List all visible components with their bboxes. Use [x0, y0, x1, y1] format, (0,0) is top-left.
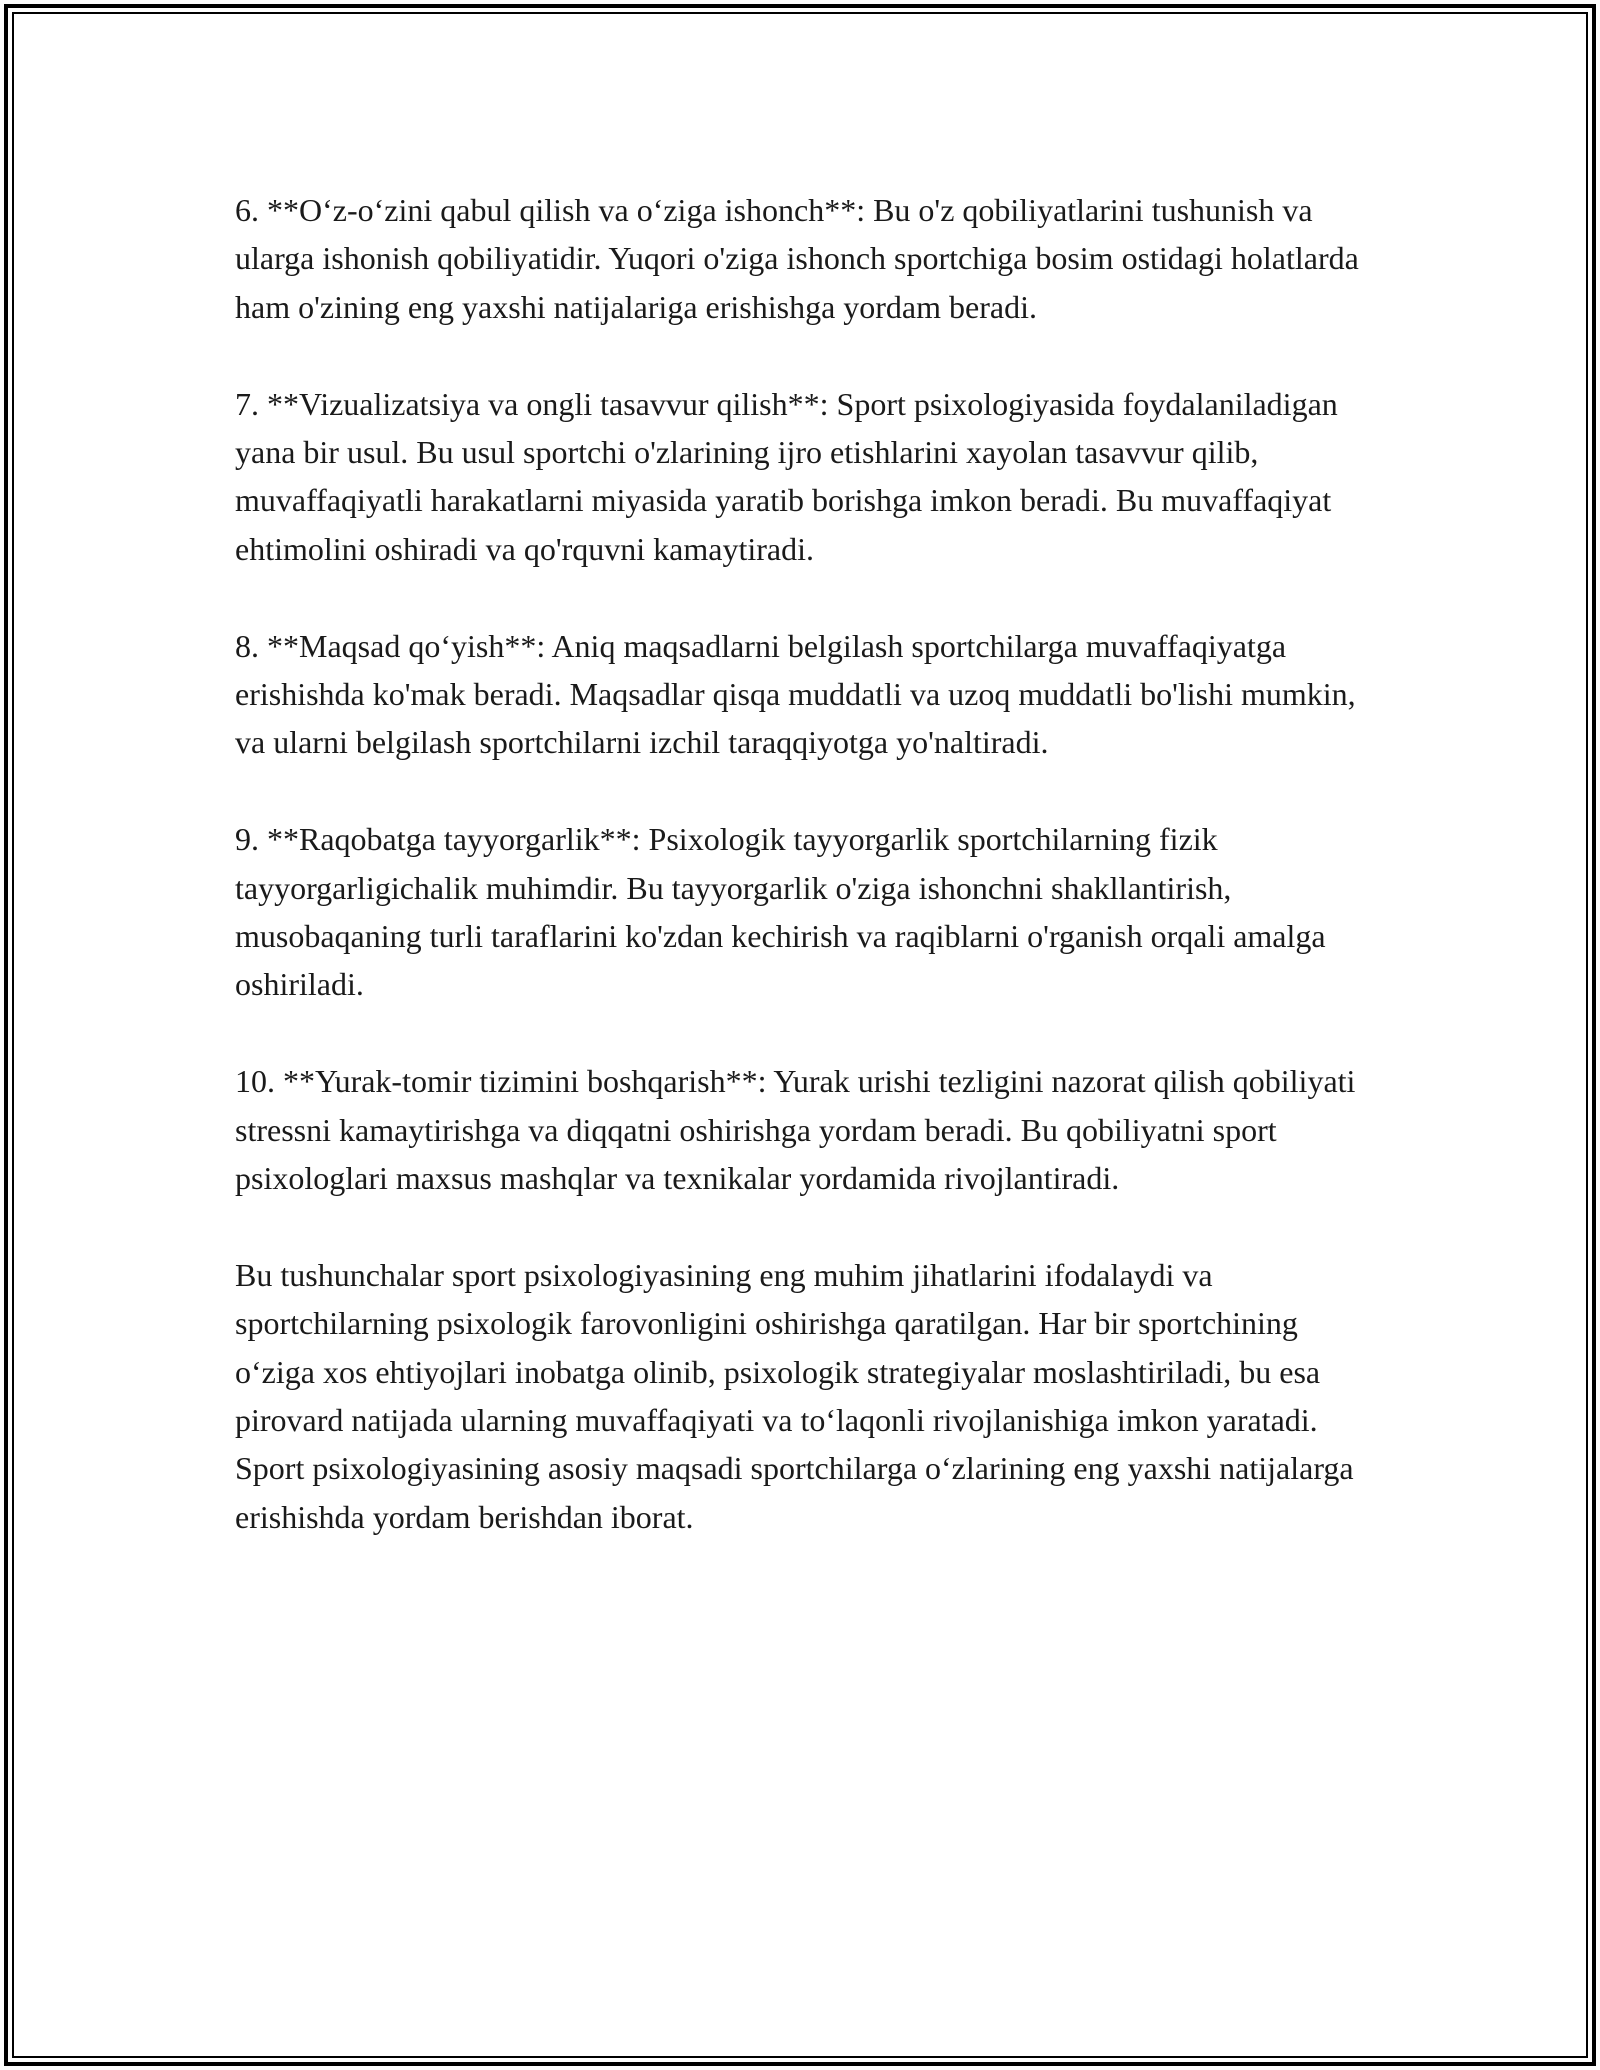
- paragraph-item-9: 9. **Raqobatga tayyorgarlik**: Psixologik tayyorgarlik sportchilarning fizik tayyorgarligichalik muhimdir. Bu tayyorgarlik o'ziga ishonchni shakllantirish, musobaqaning turli taraflarini ko'zdan kechirish va raqiblarni o'rganish orqali amalga oshiriladi.: [235, 821, 1326, 1003]
- document-body: [235, 186, 1385, 1541]
- paragraph-item-7: 7. **Vizualizatsiya va ongli tasavvur qilish**: Sport psixologiyasida foydalaniladigan yana bir usul. Bu usul sportchi o'zlarining ijro etishlarini xayolan tasavvur qilib, muvaffaqiyatli harakatlarni miyasida yaratib borishga imkon beradi. Bu muvaffaqiyat ehtimolini oshiradi va qo'rquvni kamaytiradi.: [235, 385, 1338, 567]
- paragraph-item-6: 6. **O‘z-o‘zini qabul qilish va o‘ziga ishonch**: Bu o'z qobiliyatlarini tushunish va ularga ishonish qobiliyatidir. Yuqori o'ziga ishonch sportchiga bosim ostidagi holatlarda ham o'zining eng yaxshi natijalariga erishishga yordam beradi.: [235, 192, 1359, 325]
- paragraph-item-10: 10. **Yurak-tomir tizimini boshqarish**: Yurak urishi tezligini nazorat qilish qobiliyati stressni kamaytirishga va diqqatni oshirishga yordam beradi. Bu qobiliyatni sport psixologlari maxsus mashqlar va texnikalar yordamida rivojlantiradi.: [235, 1063, 1356, 1197]
- paragraph-summary: Bu tushunchalar sport psixologiyasining eng muhim jihatlarini ifodalaydi va sportchilarning psixologik farovonligini oshirishga qaratilgan. Har bir sportchining o‘ziga xos ehtiyojlari inobatga olinib, psixologik strategiyalar moslashtiriladi, bu esa pirovard natijada ularning muvaffaqiyati va to‘laqonli rivojlanishiga imkon yaratadi. Sport psixologiyasining asosiy maqsadi sportchilarga o‘zlarining eng yaxshi natijalarga erishishda yordam berishdan iborat.: [235, 1256, 1354, 1535]
- paragraph-item-8: 8. **Maqsad qo‘yish**: Aniq maqsadlarni belgilash sportchilarga muvaffaqiyatga erishishda ko'mak beradi. Maqsadlar qisqa muddatli va uzoq muddatli bo'lishi mumkin, va ularni belgilash sportchilarni izchil taraqqiyotga yo'naltiradi.: [235, 627, 1356, 761]
